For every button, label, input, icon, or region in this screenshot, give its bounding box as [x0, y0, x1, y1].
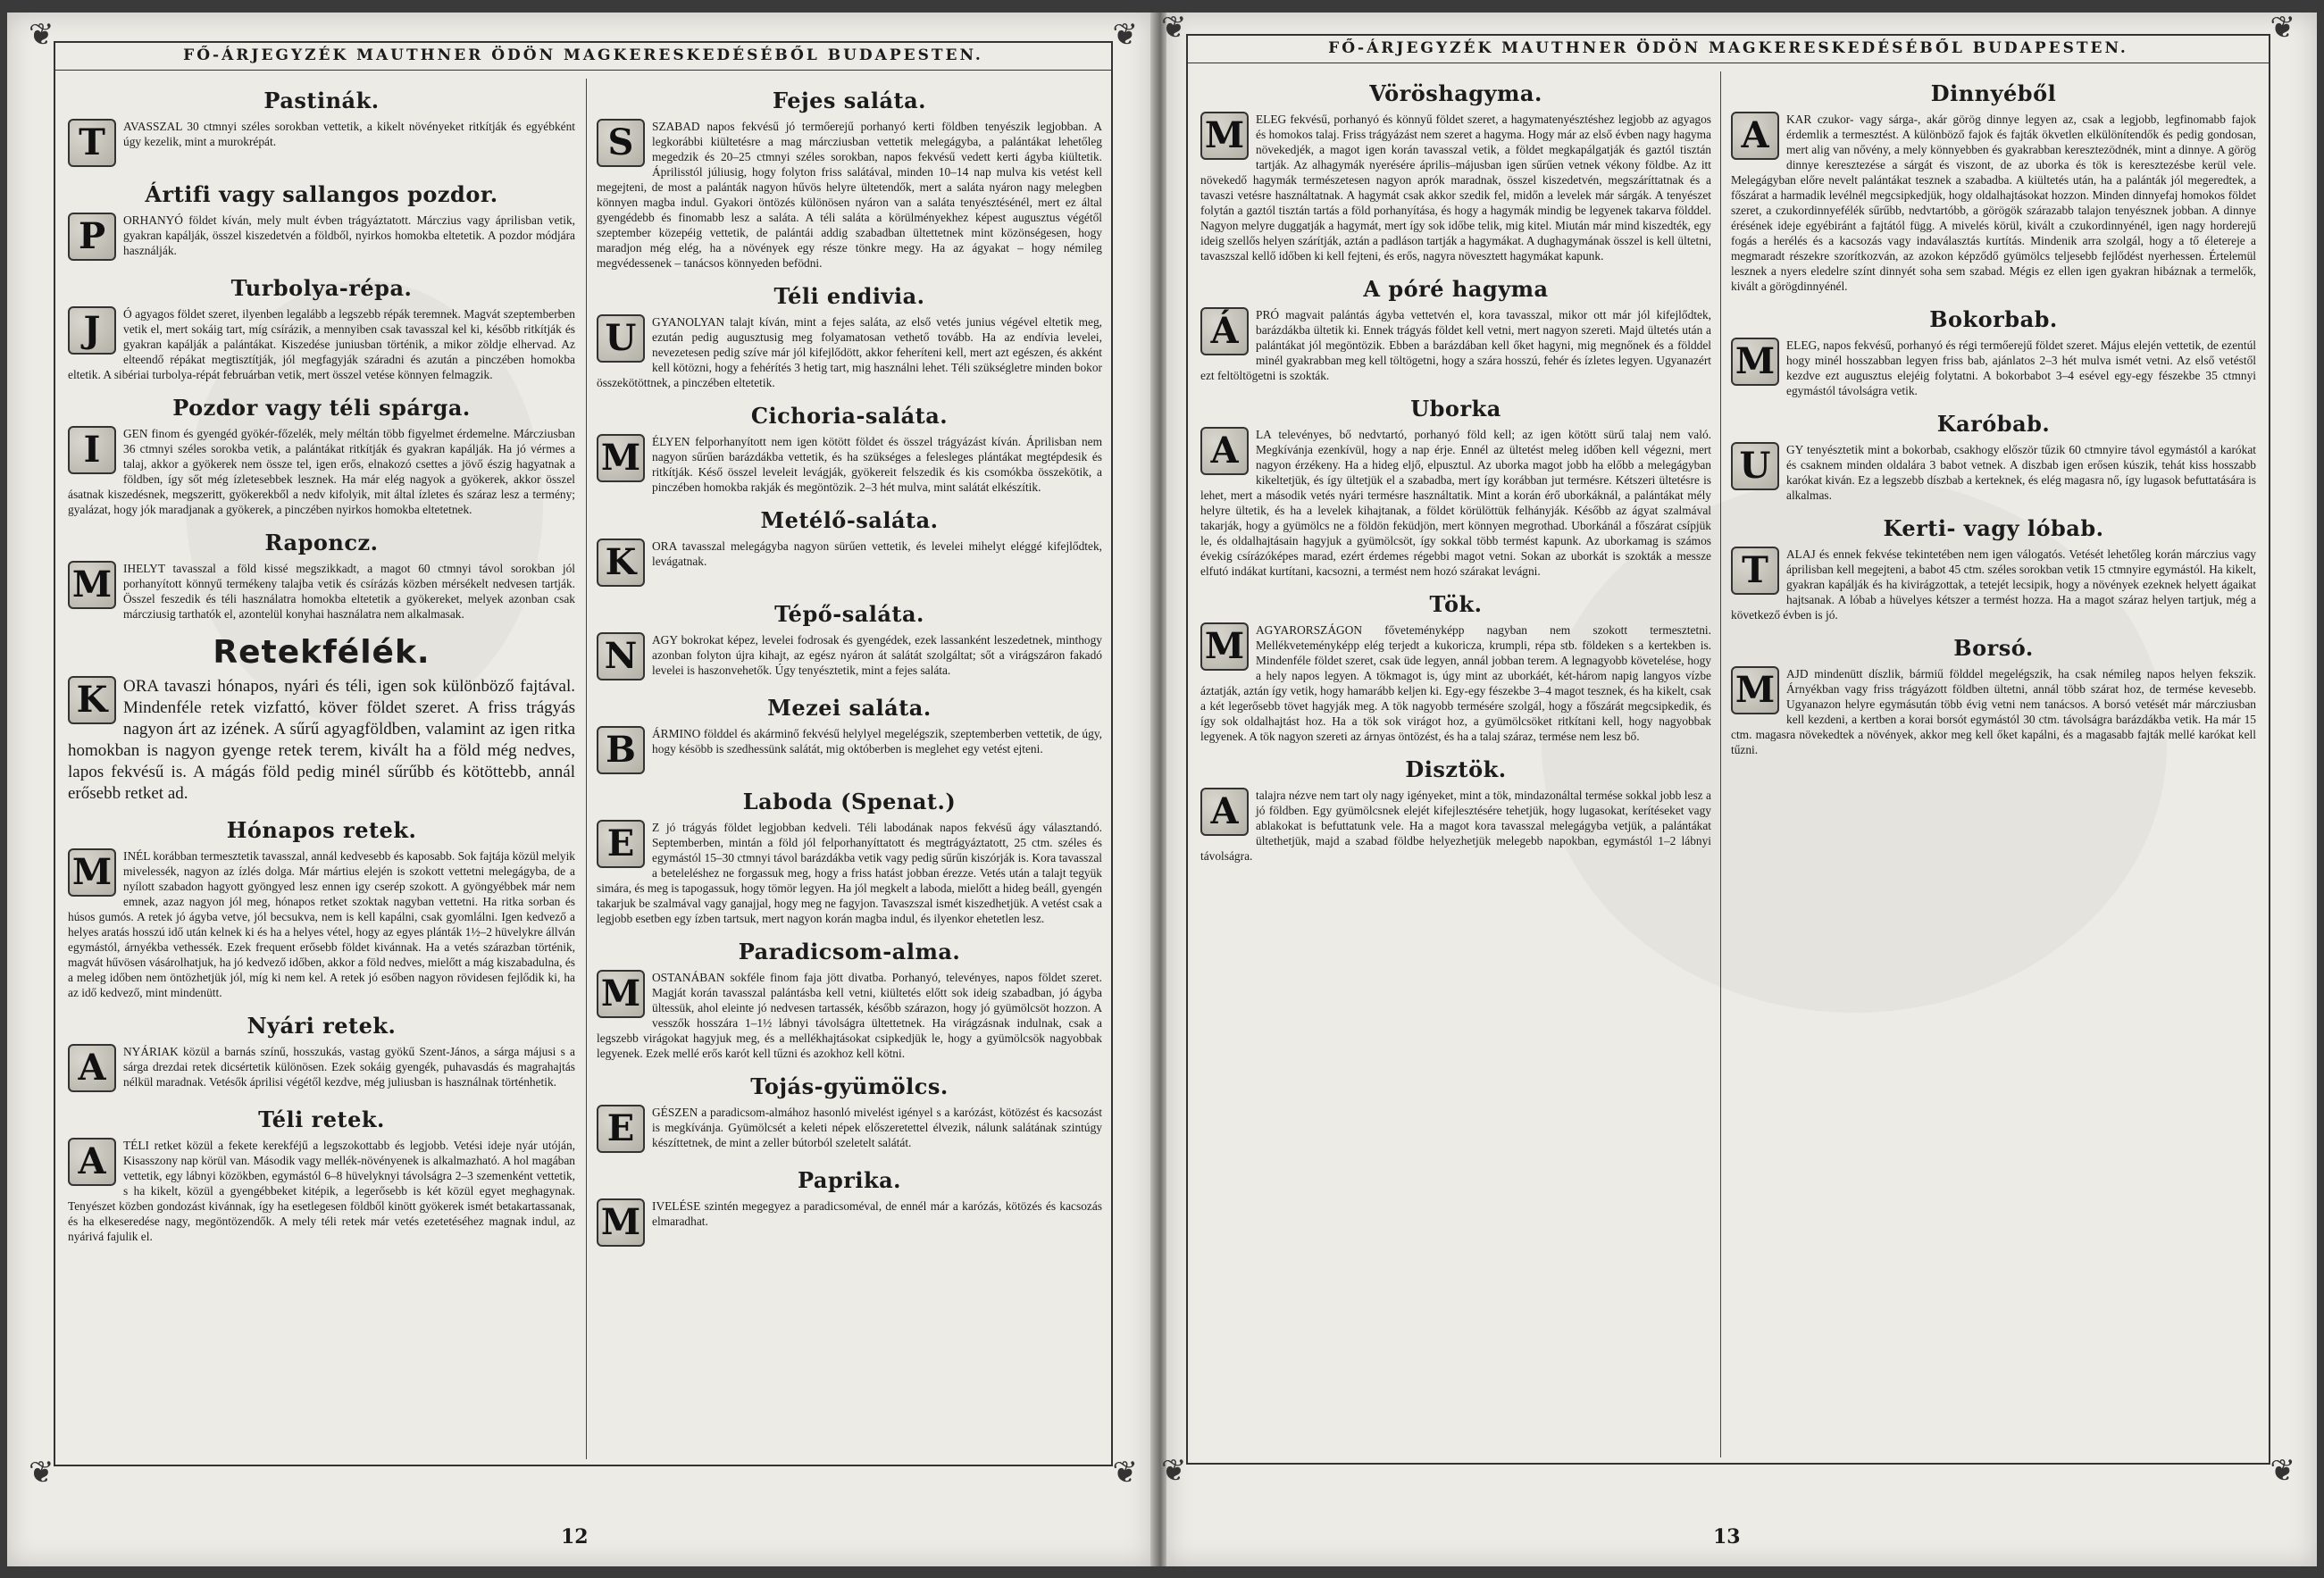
entry-body: [597, 726, 1102, 776]
decorative-initial-icon: T: [68, 119, 116, 167]
entry-text: Ó agyagos földet szeret, ilyenben legalább a legszebb répák teremnek. Magvát szeptemberben vetik el, mert sokáig tart, míg csírázik, a mennyiben csak tavasszal kel ki, később ritkítják és gyakran kapálják a palántákat. Kiszedése juniusban történik, a mikor zöldje elhervad. Az elteendő répákat megtisztítják, jól megfagyják száradni és azután a pinczében homokba eltetik. A sibériai turbolya-répát februárban vetik, mert összel vetése könnyen felmagzik.: [68, 307, 575, 381]
entry-text: IHELYT tavasszal a föld kissé megszikkadt, a magot 60 ctmnyi távol sorokban jól porhanyított könnyű termékeny talajba vetik és csírázás közben mérsékelt nedvesen tartják. Összel feszedik és téli használatra homokba eltetetik a gyökereket, melyek azonban csak márcziusig tarthatók el, azontelül konyhai használatra nem alkalmasak.: [123, 562, 575, 621]
catalog-entry: [597, 939, 1102, 1061]
entry-title: Pozdor vagy téli spárga.: [172, 395, 471, 421]
catalog-entry: [1200, 591, 1711, 744]
corner-ornament-icon: ❦: [1112, 17, 1138, 53]
corner-ornament-icon: ❦: [2270, 10, 2295, 46]
entry-text: OSTANÁBAN sokféle finom faja jött divatba. Porhanyó, televényes, napos földet szeret. Magját korán tavasszal palántásba kell vetni, kiültetés előtt sok ideig szabadban, jó ágyba ültessük, ahol eleinte jó nedvesen tartassék, később szárazon, hogy jó gyümölcsöt hozzon. A vesszők hosszára 1–1½ lábnyi távolságra ültettetnek. Ha virágzásnak indulnak, csak a legszebb virágokat hagyjuk meg, és a mellékhajtásokat csipkedjük le, hogy a gyümölcsök nagyobbak legyenek. Ezek mellé erős karót kell tűzni és azokhoz kell kötni.: [597, 971, 1102, 1060]
catalog-entry: [1731, 515, 2256, 622]
catalog-entry: [597, 1167, 1102, 1248]
entry-text: ÉLYEN felporhanyított nem igen kötött földet és összel trágyázást kíván. Áprilisban nem nagyon sűrűen barázdákba vettetik, és ha szükséges a felesleges plántákat megtépdesik és ritkítják. Késő összel leveleit levágják, gyökereit felszedik és kis csomókba összekötik, a pinczében homokba rakják és megöntözik. 2–3 hét mulva, mint salátát elkészítik.: [652, 435, 1102, 494]
entry-title: Pastinák.: [263, 88, 380, 113]
entry-title: Laboda (Spenat.): [742, 789, 957, 814]
decorative-initial-icon: B: [597, 726, 645, 774]
entry-title: Uborka: [1410, 396, 1501, 422]
catalog-entry: [597, 601, 1102, 682]
entry-body: [1200, 427, 1711, 579]
catalog-entry: [1731, 411, 2256, 503]
entry-text: ÁRMINO földdel és akárminő fekvésű helylyel megelégszik, szeptemberben vettetik, de úgy, hogy késöbb is szedhessünk salátát, mig októberben is meglehet egy vetést ejteni.: [652, 727, 1102, 756]
catalog-entry: [68, 395, 575, 517]
entry-title: Téli endivia.: [773, 283, 925, 309]
entry-body: [1200, 307, 1711, 383]
page-number-right: 13: [1713, 1525, 1741, 1549]
catalog-entry: [1200, 80, 1711, 263]
entry-title: Vöröshagyma.: [1369, 80, 1542, 106]
entry-text: AJD mindenütt díszlik, bármiű földdel megelégszik, ha csak némileg napos helyen fekszik. Árnyékban vagy friss trágyázott földben ültetni, annál több szárat hoz, de termése kevesebb. Ugyanazon helyre egymásután több évig vetni nem tanácsos. A borsó vetését már márcziusban kell kezdeni, a kertben a korai borsót egymástól 30 ctm. távolságra barázdákba vetik. Ha már 15 ctm. magasra növekedtek a növények, akkor meg kell őket kapálni, és a magasabb fajták mellé karókat kell tűzni.: [1731, 667, 2256, 756]
decorative-initial-icon: K: [68, 676, 116, 724]
entry-title: Turbolya-répa.: [230, 275, 413, 301]
entry-text: GY tenyésztetik mint a bokorbab, csakhogy először tűzik 60 ctmnyire távol egymástól a karókat és csaknem minden oldalára 3 babot vetnek. A diszbab igen erősen kúszik, tehát kiss hosszabb karókat kiván. Ez a legszebb díszbab a kerteknek, és elég magasra nő, így lugasok befuttatására is alkalmas.: [1786, 443, 2256, 502]
entry-body: [597, 539, 1102, 589]
decorative-initial-icon: M: [1731, 338, 1779, 386]
entry-body: [68, 119, 575, 169]
entry-title: Paprika.: [797, 1167, 902, 1193]
decorative-initial-icon: I: [68, 426, 116, 474]
catalog-entry: [597, 403, 1102, 495]
catalog-entry: [1200, 756, 1711, 864]
entry-text: TÉLI retket közül a fekete kerekféjű a legszokottabb és legjobb. Vetési ideje nyár utóján, Kisasszony nap körül van. Második vagy mellék-növényenek is alkalmazható. A hol magában vettetik, egy lábnyi közökben, egymástól 6–8 hüvelyknyi távolságra 2–3 szemenként vettetik, s ha kikelt, közül a gyengébbeket kitépik, a legerősebb is két közül egyet meghagynak. Tenyészet közben gondozást kivánnak, így ha esetlegesen földből kinött gyökerek ismét betakartassanak, és ha elkeseredése nagy, megöntözendők. A mely téli retek már vetés ezetetéséhez magnak indul, az nyárivá fajulik el.: [68, 1139, 575, 1243]
entry-title: Fejes saláta.: [772, 88, 927, 113]
catalog-entry: [597, 283, 1102, 390]
decorative-initial-icon: J: [68, 306, 116, 355]
entry-title: Hónapos retek.: [226, 817, 417, 843]
decorative-initial-icon: M: [68, 561, 116, 609]
corner-ornament-icon: ❦: [1161, 1453, 1187, 1489]
entry-body: [1731, 547, 2256, 622]
entry-text: ELEG, napos fekvésű, porhanyó és régi termőerejű földet szeret. Május elején vettetik, de ezentúl hogy minél hosszabban legyen friss bab, ajánlatos 2–3 hét mulva ismét vetni. Az első vetéstől kezdve ezt augusztus elejéig folytatni. A bokorbabot 3–4 esével egy-egy fészekbe 35 ctmnyi egymástól távolságra vetik.: [1786, 338, 2256, 397]
entry-body: [1200, 112, 1711, 263]
column-divider: [1720, 71, 1721, 1457]
entry-body: [68, 1138, 575, 1244]
entry-title: Bokorbab.: [1929, 306, 2058, 332]
decorative-initial-icon: Á: [1200, 307, 1249, 355]
entry-title: Cichoria-saláta.: [750, 403, 949, 429]
entry-text: ELEG fekvésű, porhanyó és könnyű földet szeret, a hagymatenyésztéshez legjobb az agyagos és homokos talaj. Friss trágyázást nem szeret a hagyma. Hogy már az első évben nagy hagyma növekedjék, a magot igen korán tavasszal vetik, a földet megkapálgatják és gaztól tisztán tartják. Az alhagymák nyerésére április–májusban igen sűrűen vetnek vékony földbe. Az itt növekedő hagymák természetesen nagyon aprók maradnak, összel kiszedetvén, megszáríttatnak és a tavaszi vetésre használtatnak. A hagymát csak akkor szedik fel, midőn a levelek már sárgák. A tenyészet folytán a gaztól tisztán tartás a föld porhanyítása, és hogy a hagymák mindig be legyenek takarva földdel. Nagyon melyre duggatják a hagymát, mert így sok időbe telik, mig kitel. Miután már mind kiszedték, egy ideig szellős helyen szárítják, aztán a padláson tartják a hagymákat. A dughagymának összel is kell ültetni, tavaszszal kellő időben ki kell fejteni, és erős, nagyra növesztett hagymákat kapunk.: [1200, 113, 1711, 263]
entry-body: [597, 820, 1102, 926]
catalog-entry: [68, 1013, 575, 1094]
catalog-entry: [68, 88, 575, 169]
entry-title: Kerti- vagy lóbab.: [1883, 515, 2104, 541]
entry-text: talajra nézve nem tart oly nagy igényeket, mint a tök, mindazonáltal termése sokkal jobb lesz a jó földben. Egy gyümölcsnek elejét kifejlesztésére tehetjük, hogy lugasokat, kerítéseket vagy ablakokat is befuttatunk vele. Ha a magot kora tavasszal melegágyba vetjük, a palántákat ültethetjük, majd a szabad földbe helyezhetjük melegebb napokban, egymástól 1–2 lábnyi távolságra.: [1200, 789, 1711, 863]
entry-body: [68, 426, 575, 517]
catalog-entry: [68, 634, 575, 805]
decorative-initial-icon: U: [597, 314, 645, 363]
entry-body: [68, 306, 575, 382]
decorative-initial-icon: M: [1200, 112, 1249, 160]
entry-title: Mezei saláta.: [767, 695, 932, 721]
decorative-initial-icon: M: [597, 1198, 645, 1247]
entry-title: Metélő-saláta.: [760, 507, 939, 533]
book-gutter: [1150, 13, 1168, 1566]
entry-body: [1731, 442, 2256, 503]
entry-title: Nyári retek.: [247, 1013, 397, 1039]
page-frame: [1161, 10, 2295, 1489]
entry-title: Tépő-saláta.: [774, 601, 924, 627]
decorative-initial-icon: K: [597, 539, 645, 587]
entry-title: Dinnyéből: [1930, 80, 2057, 106]
entry-title: Tojás-gyümölcs.: [750, 1073, 949, 1099]
left-page: [7, 13, 1152, 1566]
catalog-entry: [1731, 635, 2256, 757]
corner-ornament-icon: ❦: [2270, 1453, 2295, 1489]
entry-text: IVELÉSE szintén megegyez a paradicsoméval, de ennél már a karózás, kötözés és kacsozás elmaradhat.: [652, 1199, 1102, 1228]
entry-title: Borsó.: [1953, 635, 2034, 661]
entry-body: [68, 561, 575, 622]
corner-ornament-icon: ❦: [29, 1455, 54, 1490]
entry-text: GÉSZEN a paradicsom-almához hasonló mivelést igényel s a karózást, kötözést és kacsozást is megkívánja. Gyümölcsét a keleti népek előszeretettel élvezik, nálunk salátának szintúgy készíttetnek, de mint a zeller bútorból szeletelt salátát.: [652, 1106, 1102, 1149]
entry-text: AGYARORSZÁGON főveteményképp nagyban nem szokott termesztetni. Mellékveteményképp elég terjedt a kukoricza, krumpli, répa stb. földeken s a kertekben is. Mindenféle földet szeret, csak üde legyen, annál jobban terem. A legnagyobb követelése, hogy a hely napos legyen. A tökmagot is, úgy mint az uborkáét, két-három napig langyos vízbe áztatják, aztán így vetik, hogy hamarább keljen ki. Egy-egy fészekbe 3–4 magot tesznek, és ha kikelt, csak a két legerősebb tövet hagyják meg. A tök nagyobb termésére szolgál, hogy a főszárát megcsipkedik, és így sok oldalhajtást hoz. Ha a tök sok virágot hoz, a gyümölcsöket ritkítani kell, hogy nagyobbak legyenek. A tök nagyon szereti az árnyas öntözést, és ha a talaj száraz, termése nem lesz bő.: [1200, 623, 1711, 743]
entry-body: [68, 213, 575, 263]
decorative-initial-icon: U: [1731, 442, 1779, 490]
entry-body: [597, 434, 1102, 495]
entry-title: Retekfélék.: [213, 634, 431, 671]
entry-body: [68, 676, 575, 805]
entry-text: Z jó trágyás földet legjobban kedveli. Téli labodának napos fekvésű ágy választandó. Septemberben, mintán a föld jól felporhanyíttatott és megtrágyáztatott, 25 ctm. széles és egymástól 15–30 ctmnyi távol barázdákba vetik vagy pedig sűrűn kiszórják is. Kora tavasszal a beteleléshez ne forgassuk meg, hogy a friss hatást jobban érezze. Vetés után a talajt tegyük simára, és meg is tapogassuk, hogy tömör legyen. Ha jól megkelt a laboda, mielőtt a hideg beáll, gyengén takarjuk be szalmával vagy ganajjal, hogy meg ne fagyjon. Tavaszszal ismét kiszedhetjük. A vetést csak a legjobb esetben egy ízben tartsuk, mert nagyon korán magba indul, és ilyenkor ehetetlen lesz.: [597, 821, 1102, 925]
entry-body: [597, 314, 1102, 390]
decorative-initial-icon: E: [597, 820, 645, 868]
catalog-entry: [597, 789, 1102, 926]
entry-text: ORA tavaszi hónapos, nyári és téli, igen sok különböző fajtával. Mindenféle retek vizfattó, köver földet szeret. A friss trágyás nagyon árt az izének. A sűrű agyagföldben, valamint az igen ritka homokban is nagyon gyenge retek terem, kivált ha a föld még nedves, lapos fekvésű is. A mágás föld pedig minél sűrűbb és kötöttebb, annál erősebb retket ad.: [68, 677, 575, 803]
decorative-initial-icon: A: [68, 1138, 116, 1186]
entry-text: PRÓ magvait palántás ágyba vettetvén el, kora tavasszal, mikor ott már jól kifejlődtek, barázdákba ültetik ki. Ennek trágyás földet kell vetni, mert nagyon szereti. Majd ültetés után a palántákat jól megöntözik. Ebben a barázdában kell őket hagyni, mig megnőnek és a földdel minél gyakrabban meg kell töltögetni, hogy a szára hosszú, fehér és ízletes legyen. Ugyanazért ezt feltöltögetni is szokták.: [1200, 308, 1711, 382]
entry-text: SZABAD napos fekvésű jó termőerejű porhanyó kerti földben tenyészik legjobban. A legkorábbi kiültetésre a mag márcziusban vettetik melegágyba, a palántákat lehetőleg megedzik és 20–25 ctmnyi széles sorokban, napos fekvésű vedett kerti ágyba kiültetik. Áprilisstól júliusig, hogy folyton friss salátával, minden 10–14 nap mulva kis vetést kell megejteni, de most a palánták nagyon hűvös helyre ültetendők, mert a saláta nyáron nagy melegben könnyen magba indul. Gyakori öntözés különösen nyáron van a saláta tenyésztésénél, mert ez által gyengédebb és finomabb lesz a saláta. A téli saláta a körülményekhez képest augusztus végétől szeptember közepéig vettetik, de palántái addig szabadban ültettetnek mint közönségesen, hogy maradjon még elég, ha a növények egy része tönkre megy. Ha az ágyakat – hogy némileg megvédessenek – tanácsos könnyeden befödni.: [597, 120, 1102, 270]
entry-body: [1731, 666, 2256, 757]
catalog-entry: [68, 181, 575, 263]
entry-text: AGY bokrokat képez, levelei fodrosak és gyengédek, ezek lassanként leszedetnek, minthogy azonban folyton újra kihajt, az egész nyáron át salátát szolgáltat; sőt a virágszáron fakadó levelei is haszonvehetők. Úgy tenyésztetik, mint a fejes saláta.: [652, 633, 1102, 677]
entry-body: [597, 1105, 1102, 1155]
page-frame: [29, 17, 1138, 1490]
entry-body: [597, 632, 1102, 682]
entry-text: ALAJ és ennek fekvése tekintetében nem igen válogatós. Vetését lehetőleg korán márczius vagy áprilisban kell megejteni, a babot 45 ctm. széles sorokban vetik 15 ctmnyire egymástól. Ha kikelt, gyakran kapálják és ha kivirágzottak, a tetejét lecsipik, hogy a növények ezeknek helyett ágaikat hajtsanak. A lóbab a hüvelyes kétszer a termést hozza. Ha a magot száraz helyen tartjuk, még a következő évben is jó.: [1731, 547, 2256, 622]
entry-text: LA televényes, bő nedvtartó, porhanyó föld kell; az igen kötött sürű talaj nem való. Megkívánja ezenkívül, hogy a nap érje. Ennél az ültetést meleg időben kell végezni, mert nagyon érzékeny. Ha a hideg eljő, elpusztul. Az uborka magot jobb ha előbb a melegágyban kikeltetjük, és így ültetjük el a szabadba, mert így korábban jut termésre. Kétszeri ültetésre is lehet, mert a második vetés nyári termésre használtatik. Mint a korán érő uborkáknál, a palántákat mély helyre ültetik, és ha a levelek kihajtanak, a földet körülöttük felhányják. Később az ágyat szalmával takarják, hogy a gyümölcs ne a földön feküdjön, mert könnyen megrothad. Uborkánál a főszárat csípjük le, és oldalhajtásain hagyjuk a gyümölcsöt, így sokkal több termést kapunk. Az uborkamag is számos évekig csírázóképes marad, ezért érdemes régebbi magot vetni. Sokan az uborkát is szokták a messze elfutó indákat kurtítani, kacsozni, a termést nem hozó szárakat levágni.: [1200, 428, 1711, 578]
entry-body: [68, 1044, 575, 1094]
entry-body: [597, 1198, 1102, 1248]
catalog-entry: [597, 1073, 1102, 1155]
entry-text: GYANOLYAN talajt kíván, mint a fejes saláta, az első vetés junius végével eltetik meg, ezután pedig augusztusig meg folyamatosan vethető tovább. Ha az endívia levelei, nevezetesen pedig szíve már jól kifejlődött, akkor feheríteni kell, mert azt egészen, és akként kell kötözni, hogy a fehérítés 3 hetig tart, mig használni lehet. Téli szükségletre minden bokor összekötöttnek, a pinczében eltetetik.: [597, 315, 1102, 389]
decorative-initial-icon: M: [1200, 622, 1249, 671]
catalog-entry: [597, 507, 1102, 589]
right-page: [1161, 10, 2317, 1566]
decorative-initial-icon: A: [68, 1044, 116, 1092]
catalog-entry: [68, 817, 575, 1000]
decorative-initial-icon: A: [1200, 427, 1249, 475]
entry-body: [1200, 622, 1711, 744]
entry-title: Tök.: [1429, 591, 1483, 617]
decorative-initial-icon: N: [597, 632, 645, 680]
decorative-initial-icon: A: [1200, 788, 1249, 836]
catalog-entry: [68, 530, 575, 622]
entry-title: Ártifi vagy sallangos pozdor.: [145, 181, 498, 207]
catalog-entry: [1731, 80, 2256, 294]
entry-text: KAR czukor- vagy sárga-, akár görög dinnye legyen az, csak a legjobb, legfinomabb fajok érdemlik a termesztést. A különböző fajok és fajták ökvetlen elkülönítendők és pedig gondosan, mert alig van nővény, a mely könnyebben és gyakrabban keresztezödnék, mint a dinnye. A görög dinnye keresztezése a sárgát és viszont, de az uborka és tök is keresztezésbe kerül vele. Melegágyban előre nevelt palántákat tesznek a szabadba. A kiültetés után, ha a palánták jól megeredtek, a főszárat a harmadik levélnél megcsipkedjük, hogy oldalhajtásokat hozzon. Minden dinnyefaj homokos földet szeret, a czukordinnyefélék sűrűbb, nedvtartóbb, a görögök szárazabb talajon tenyésznek jobban. A dinnye érésének ideje egyébiránt a fajtától függ. A mivelés körül, kivált a czukordinnyénél, igen nagy horderejű fogás a herélés és a kacsozás vagy indaválasztás kurtítás. Mindenik arra szolgál, hogy a tő életereje a megmaradt részekre szorítkozván, az azokon képződő gyümölcs teljesebb fejlődést nyerhessen. Értelemül lesznek a nyers eledelre színt dinnyét soha sem szabad. Mégis ez ellen igen gyakran hibáznak a termelők, kivált a görögdinnyénél.: [1731, 113, 2256, 293]
right-column-1: [1200, 75, 1711, 876]
right-column-2: [1731, 75, 2256, 770]
catalog-entry: [68, 275, 575, 382]
decorative-initial-icon: E: [597, 1105, 645, 1153]
corner-ornament-icon: ❦: [1112, 1455, 1138, 1490]
entry-body: [597, 970, 1102, 1061]
decorative-initial-icon: M: [68, 848, 116, 897]
decorative-initial-icon: S: [597, 119, 645, 167]
entry-text: AVASSZAL 30 ctmnyi széles sorokban vettetik, a kikelt növényeket ritkítják és egyébként úgy kezelik, mint a murokrépát.: [123, 120, 575, 148]
page-header: FŐ-ÁRJEGYZÉK MAUTHNER ÖDÖN MAGKERESKEDÉSÉBŐL BUDAPESTEN.: [183, 46, 983, 64]
left-column-1: [68, 82, 575, 1257]
entry-title: A póré hagyma: [1363, 276, 1549, 302]
header-rule: [55, 70, 1111, 71]
entry-title: Karóbab.: [1936, 411, 2051, 437]
corner-ornament-icon: ❦: [1161, 10, 1187, 46]
catalog-entry: [1200, 396, 1711, 579]
entry-text: NYÁRIAK közül a barnás színű, hosszukás, vastag gyökű Szent-János, a sárga májusi s a sárga drezdai retek dicsértetik különösen. Ezek sokáig gyengék, puhavasdás és magrahajtás nélkül maradnak. Vetésők áprilisi végétől kezdve, még juliusban is használnak történhetik.: [123, 1045, 575, 1089]
entry-title: Raponcz.: [264, 530, 379, 555]
entry-title: Disztök.: [1405, 756, 1507, 782]
page-header: FŐ-ÁRJEGYZÉK MAUTHNER ÖDÖN MAGKERESKEDÉSÉBŐL BUDAPESTEN.: [1328, 39, 2128, 57]
decorative-initial-icon: M: [597, 970, 645, 1018]
entry-body: [68, 848, 575, 1000]
decorative-initial-icon: M: [597, 434, 645, 482]
entry-text: ORA tavasszal melegágyba nagyon sürűen vettetik, és levelei mihelyt eléggé kifejlődtek, levágatnak.: [652, 539, 1102, 568]
entry-body: [1200, 788, 1711, 864]
catalog-entry: [68, 1106, 575, 1244]
entry-text: ORHANYÓ földet kíván, mely mult évben trágyáztatott. Márczius vagy áprilisban vetik, gyakran kapálják, összel kiszedetvén a földből, nyirkos homokba eltetetik. A pozdor módjára használják.: [123, 213, 575, 257]
entry-body: [597, 119, 1102, 271]
catalog-entry: [1200, 276, 1711, 383]
catalog-entry: [1731, 306, 2256, 398]
decorative-initial-icon: A: [1731, 112, 1779, 160]
entry-title: Paradicsom-alma.: [738, 939, 961, 964]
page-number-left: 12: [561, 1525, 589, 1549]
left-column-2: [597, 82, 1102, 1261]
entry-text: INÉL korábban termesztetik tavasszal, annál kedvesebb és kaposabb. Sok fajtája közül melyik mivelessék, nagyon az ízlés dolga. Már mártius elején is szokott vettetni melegágyba, de a nyílott szabadon hagyott gyöngyed lesz ennen igy cserép szokott. A gyöngyébbek már nem emnek, azaz nagyon jól meg, hónapos retket szoktak nagyban vettetni. Ha ritka sorban és húsos gumós. A retek jó ágyba vetve, jól becsukva, nem is kell kapálni, csak gyomlálni. Igen kedvező a helyes aratás hosszú idő után kelnek ki és ha a helyes vétel, hogy az egyes plánták 1½–2 hüvelykre állván egymástól, árnyékba vethessék. Ezek frequent erősebb földet kivánnak. Ha a vetés szárazban történik, magvát hűvösen vásárolhatjuk, ha jó kedvező időben, akkor a föld nedves, mielőtt a mág kiszabadulna, és a meleg időben nem öntözhetjük jól, míg ki nem kel. A retek jó esőben nagyon rövidesen fejlődik ki, ha az idő kedvező, mint mindenütt.: [68, 849, 575, 999]
entry-title: Téli retek.: [258, 1106, 385, 1132]
catalog-entry: [597, 695, 1102, 776]
entry-body: [1731, 112, 2256, 294]
column-divider: [586, 79, 587, 1459]
decorative-initial-icon: P: [68, 213, 116, 261]
corner-ornament-icon: ❦: [29, 17, 54, 53]
decorative-initial-icon: M: [1731, 666, 1779, 714]
decorative-initial-icon: T: [1731, 547, 1779, 595]
catalog-entry: [597, 88, 1102, 271]
entry-body: [1731, 338, 2256, 398]
entry-text: GEN finom és gyengéd gyökér-főzelék, mely méltán több figyelmet érdemelne. Márcziusban 36 ctmnyi széles sorokba vetik, a palántákat ritkítják és gyakran kapálják. Ha jó vérmes a talaj, akkor a gyökerek nem össze tel, igen erős, elnakozó csettes a jövő észig hagyatnak a földben, így sőt még ízletesebbek lesznek. Ha már elég nagyok a gyökerek, akkor összel ásatnak kiszedésnek, megszeritt, gyökerekből a nedv kifolyik, mit által ízletes és száraz lesz a termény; gyalázat, hogy jók maradjanak a gyökerek, a pinczében nyirkos homokba eltetetnek.: [68, 427, 575, 516]
